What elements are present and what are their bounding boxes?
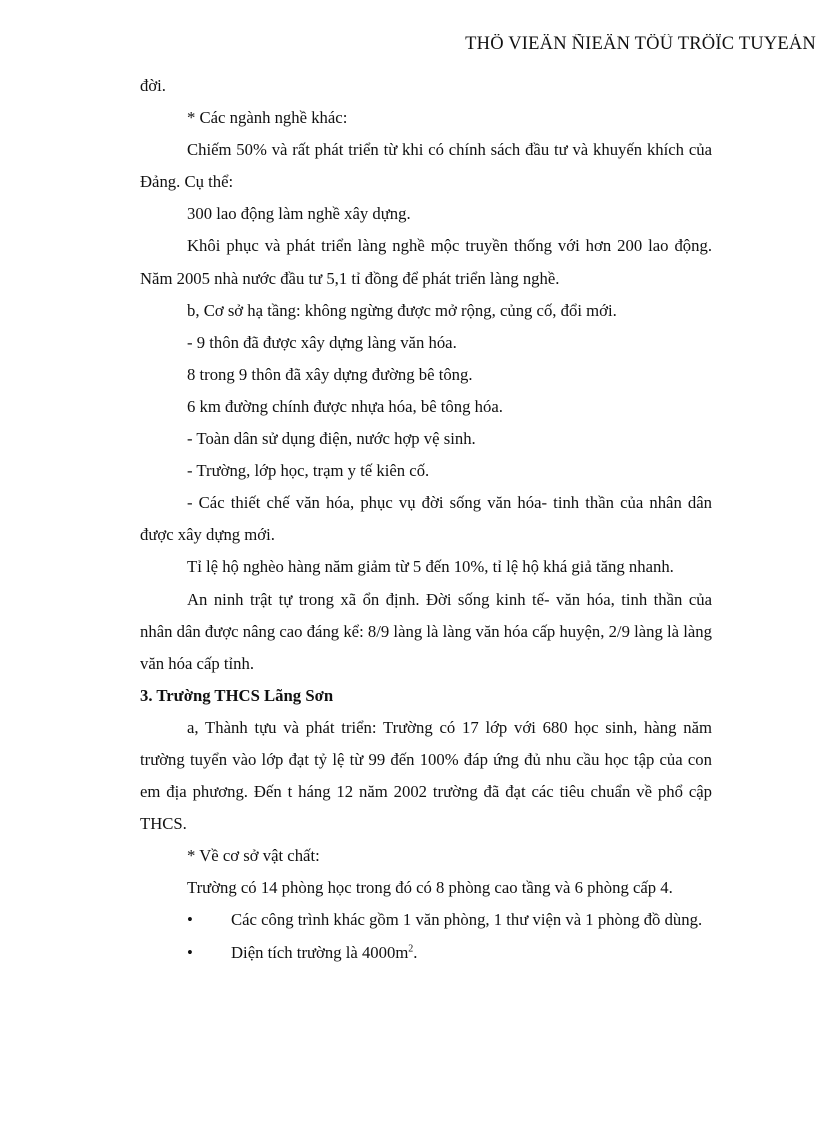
bullet-text (140, 937, 712, 969)
bullet-item (140, 904, 712, 936)
paragraph: - Toàn dân sử dụng điện, nước hợp vệ sinh. (187, 429, 476, 449)
bullet-text: Các công trình khác gồm 1 văn phòng, 1 thư viện và 1 phòng đồ dùng. (231, 910, 703, 930)
paragraph: * Về cơ sở vật chất: (187, 846, 320, 866)
paragraph: - Các thiết chế văn hóa, phục vụ đời sống văn hóa- tinh thần của nhân dân được xây dựng mới. (140, 493, 712, 545)
bullet-item (140, 937, 712, 969)
paragraph: a, Thành tựu và phát triển: Trường có 17 lớp với 680 học sinh, hàng năm trường tuyển vào lớp đạt tỷ lệ từ 99 đến 100% đáp ứng đủ nhu cầu học tập của con em địa phương. Đến t háng 12 năm 2002 trường đã đạt các tiêu chuẩn về phổ cập THCS. (140, 717, 712, 834)
paragraph: - 9 thôn đã được xây dựng làng văn hóa. (187, 332, 457, 352)
page-header: THÖ VIEÄN ÑIEÄN TÖÛ TRÖÏC TUYEÁN (465, 34, 816, 54)
paragraph: b, Cơ sở hạ tầng: không ngừng được mở rộng, củng cố, đổi mới. (187, 300, 617, 320)
bullet-icon: • (187, 910, 193, 930)
paragraph: - Trường, lớp học, trạm y tế kiên cố. (187, 461, 430, 481)
paragraph: Tỉ lệ hộ nghèo hàng năm giảm từ 5 đến 10%, tỉ lệ hộ khá giả tăng nhanh. (187, 557, 674, 577)
section-heading: 3. Trường THCS Lãng Sơn (140, 685, 334, 705)
superscript: 2 (408, 942, 414, 954)
document-body (140, 70, 712, 969)
bullet-icon: • (187, 942, 193, 962)
bullet-text-main: Diện tích trường là 4000m (231, 942, 409, 962)
paragraph: 300 lao động làm nghề xây dựng. (187, 204, 411, 224)
paragraph: 6 km đường chính được nhựa hóa, bê tông hóa. (187, 396, 503, 416)
paragraph: An ninh trật tự trong xã ổn định. Đời sống kinh tế- văn hóa, tinh thần của nhân dân được nâng cao đáng kể: 8/9 làng là làng văn hóa cấp huyện, 2/9 làng là làng văn hóa cấp tỉnh. (140, 589, 712, 673)
paragraph: Chiếm 50% và rất phát triển từ khi có chính sách đầu tư và khuyến khích của Đảng. Cụ thể: (140, 140, 712, 192)
paragraph: 8 trong 9 thôn đã xây dựng đường bê tông. (187, 364, 473, 384)
paragraph: * Các ngành nghề khác: (187, 108, 348, 128)
paragraph: đời. (140, 76, 166, 95)
bullet-text-end: . (413, 942, 418, 962)
paragraph: Trường có 14 phòng học trong đó có 8 phòng cao tầng và 6 phòng cấp 4. (187, 878, 673, 898)
paragraph: Khôi phục và phát triển làng nghề mộc truyền thống với hơn 200 lao động. Năm 2005 nhà nước đầu tư 5,1 tỉ đồng để phát triển làng nghề. (140, 236, 712, 288)
